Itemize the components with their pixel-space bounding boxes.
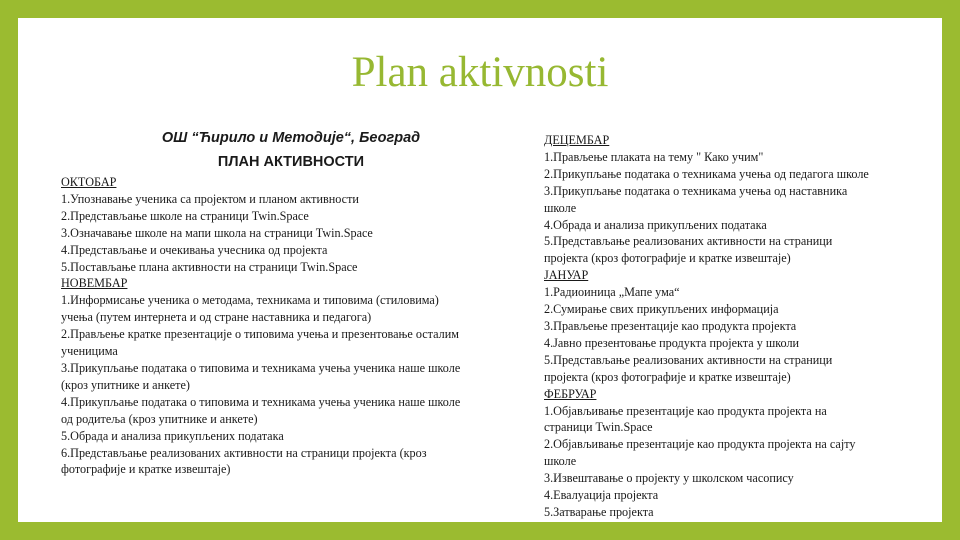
activity-line: школе xyxy=(544,200,577,215)
activity-line: 1.Објављивање презентације као продукта пројекта на xyxy=(544,403,827,418)
activity-line: учења (путем интернета и од стране наставника и педагога) xyxy=(61,310,372,325)
month-heading: ДЕЦЕМБАР xyxy=(544,133,610,147)
activity-line: 2.Прикупљање података о техникама учења од педагога школе xyxy=(544,166,869,181)
slide xyxy=(18,18,942,522)
activity-line: 6.Представљање реализованих активности на страници пројекта (кроз xyxy=(61,445,427,460)
left-column xyxy=(61,174,531,478)
activity-line: (кроз упитнике и анкете) xyxy=(61,377,190,392)
activity-line: 4.Јавно презентовање продукта пројекта у школи xyxy=(544,335,800,350)
activity-line: 3.Означавање школе на мапи школа на страници Twin.Space xyxy=(61,225,373,240)
activity-line: школе xyxy=(544,454,577,469)
activity-line: 1.Информисање ученика о методама, техникама и типовима (стиловима) xyxy=(61,293,439,308)
activity-line: 2.Сумирање свих прикупљених информација xyxy=(544,302,779,317)
activity-line: 1.Радиоиница „Мапе ума“ xyxy=(544,285,680,300)
activity-line: 5.Представљање реализованих активности на страници xyxy=(544,234,833,249)
month-heading: ОКТОБАР xyxy=(61,175,117,189)
activity-line: 1.Упознавање ученика са пројектом и планом активности xyxy=(61,191,359,206)
activity-line: 4.Прикупљање података о типовима и техникама учења ученика наше школе xyxy=(61,394,461,409)
slide-title: Plan aktivnosti xyxy=(351,49,609,96)
activity-line: 5.Постављање плана активности на страници Twin.Space xyxy=(61,259,358,274)
activity-line: фотографије и кратке извештаје) xyxy=(61,462,231,477)
activity-line: 1.Прављење плаката на тему " Како учим" xyxy=(544,149,764,164)
activity-line: страници Twin.Space xyxy=(544,420,653,435)
activity-line: 4.Обрада и анализа прикупљених података xyxy=(544,217,767,232)
activity-line: 3.Прављење презентације као продукта пројекта xyxy=(544,318,797,333)
month-heading: НОВЕМБАР xyxy=(61,276,128,291)
plan-heading: ПЛАН АКТИВНОСТИ xyxy=(217,154,365,170)
right-column xyxy=(544,132,934,521)
activity-line: 3.Прикупљање података о типовима и техникама учења ученика наше школе xyxy=(61,360,461,375)
activity-line: 2.Прављење кратке презентације о типовима учења и презентовање осталим xyxy=(61,327,459,342)
school-name: ОШ “Ћирило и Методије“, Београд xyxy=(161,130,421,146)
activity-line: 5.Затварање пројекта xyxy=(544,504,654,519)
activity-line: од родитеља (кроз упитнике и анкете) xyxy=(61,411,258,426)
activity-line: 3.Прикупљање података о техникама учења од наставника xyxy=(544,183,848,198)
activity-line: пројекта (кроз фотографије и кратке извештаје) xyxy=(544,369,791,384)
activity-line: 2.Представљање школе на страници Twin.Space xyxy=(61,208,309,223)
activity-line: 4.Евалуација пројекта xyxy=(544,488,659,503)
month-heading: ЈАНУАР xyxy=(544,268,589,283)
activity-line: 5.Представљање реализованих активности на страници xyxy=(544,352,833,367)
activity-line: 5.Обрада и анализа прикупљених података xyxy=(61,428,284,443)
activity-line: 3.Извештавање о пројекту у школском часопису xyxy=(544,471,794,486)
activity-line: пројекта (кроз фотографије и кратке извештаје) xyxy=(544,251,791,266)
activity-line: ученицима xyxy=(61,344,118,359)
month-heading: ФЕБРУАР xyxy=(544,386,597,401)
activity-line: 4.Представљање и очекивања учесника од пројекта xyxy=(61,242,328,257)
activity-line: 2.Објављивање презентације као продукта пројекта на сајту xyxy=(544,437,856,452)
